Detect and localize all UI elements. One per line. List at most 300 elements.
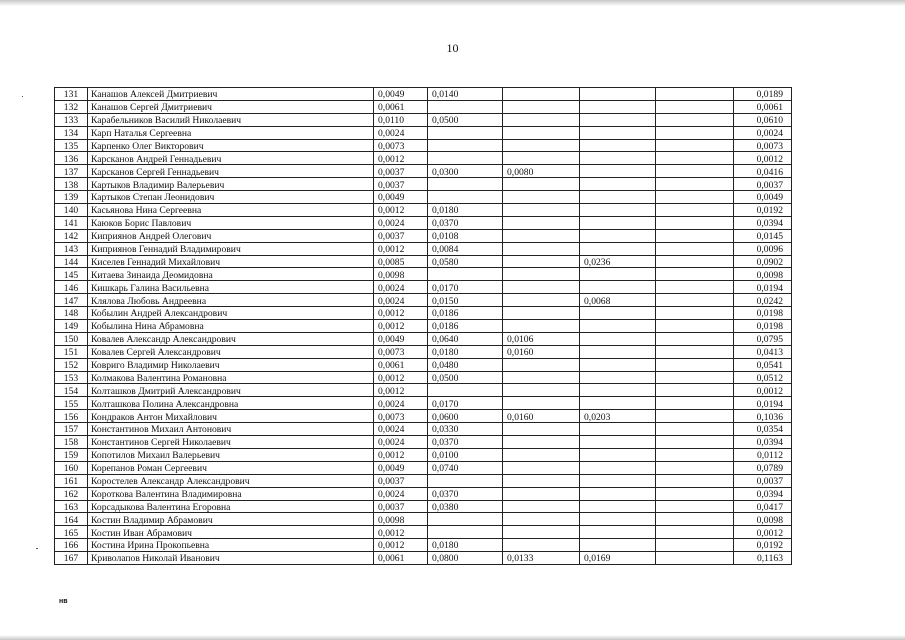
value-col-1-cell: 0,0049 bbox=[374, 332, 428, 345]
value-col-3-cell bbox=[503, 436, 580, 449]
value-col-3-cell bbox=[503, 526, 580, 539]
row-total-cell: 0,0394 bbox=[734, 436, 792, 449]
row-number-cell: 154 bbox=[55, 384, 88, 397]
person-name-cell: Костина Ирина Прокопьевна bbox=[88, 539, 374, 552]
value-col-4-cell bbox=[580, 113, 656, 126]
value-col-1-cell: 0,0073 bbox=[374, 345, 428, 358]
value-col-5-cell bbox=[656, 358, 734, 371]
table-row bbox=[55, 216, 792, 229]
value-col-3-cell bbox=[503, 461, 580, 474]
value-col-3-cell bbox=[503, 204, 580, 217]
value-col-1-cell: 0,0012 bbox=[374, 307, 428, 320]
row-total-cell: 0,0112 bbox=[734, 448, 792, 461]
value-col-2-cell: 0,0170 bbox=[428, 397, 503, 410]
value-col-4-cell bbox=[580, 423, 656, 436]
table-row bbox=[55, 242, 792, 255]
value-col-3-cell bbox=[503, 100, 580, 113]
value-col-4-cell bbox=[580, 307, 656, 320]
table-body bbox=[55, 88, 792, 565]
value-col-4-cell bbox=[580, 539, 656, 552]
person-name-cell: Копотилов Михаил Валерьевич bbox=[88, 448, 374, 461]
value-col-5-cell bbox=[656, 513, 734, 526]
value-col-3-cell: 0,0160 bbox=[503, 410, 580, 423]
table-row bbox=[55, 88, 792, 101]
row-number-cell: 160 bbox=[55, 461, 88, 474]
person-name-cell: Картыков Степан Леонидович bbox=[88, 191, 374, 204]
person-name-cell: Константинов Сергей Николаевич bbox=[88, 436, 374, 449]
value-col-4-cell bbox=[580, 436, 656, 449]
value-col-2-cell: 0,0180 bbox=[428, 204, 503, 217]
value-col-1-cell: 0,0012 bbox=[374, 539, 428, 552]
value-col-4-cell bbox=[580, 100, 656, 113]
value-col-2-cell: 0,0500 bbox=[428, 371, 503, 384]
value-col-1-cell: 0,0012 bbox=[374, 526, 428, 539]
value-col-3-cell bbox=[503, 423, 580, 436]
table-row bbox=[55, 281, 792, 294]
value-col-3-cell: 0,0080 bbox=[503, 165, 580, 178]
value-col-4-cell bbox=[580, 126, 656, 139]
table-row bbox=[55, 436, 792, 449]
row-number-cell: 132 bbox=[55, 100, 88, 113]
value-col-4-cell bbox=[580, 487, 656, 500]
value-col-5-cell bbox=[656, 461, 734, 474]
row-number-cell: 137 bbox=[55, 165, 88, 178]
table-row bbox=[55, 294, 792, 307]
value-col-4-cell bbox=[580, 152, 656, 165]
row-number-cell: 164 bbox=[55, 513, 88, 526]
value-col-1-cell: 0,0061 bbox=[374, 100, 428, 113]
person-name-cell: Китаева Зинаида Деомидовна bbox=[88, 268, 374, 281]
value-col-4-cell bbox=[580, 242, 656, 255]
value-col-3-cell bbox=[503, 229, 580, 242]
table-row bbox=[55, 100, 792, 113]
value-col-3-cell bbox=[503, 513, 580, 526]
value-col-3-cell bbox=[503, 487, 580, 500]
row-number-cell: 158 bbox=[55, 436, 88, 449]
value-col-4-cell bbox=[580, 397, 656, 410]
value-col-3-cell bbox=[503, 371, 580, 384]
value-col-5-cell bbox=[656, 281, 734, 294]
value-col-2-cell: 0,0186 bbox=[428, 307, 503, 320]
row-total-cell: 0,0145 bbox=[734, 229, 792, 242]
value-col-3-cell bbox=[503, 255, 580, 268]
row-total-cell: 0,0192 bbox=[734, 204, 792, 217]
row-total-cell: 0,0902 bbox=[734, 255, 792, 268]
value-col-1-cell: 0,0037 bbox=[374, 178, 428, 191]
value-col-4-cell bbox=[580, 320, 656, 333]
value-col-1-cell: 0,0037 bbox=[374, 229, 428, 242]
row-number-cell: 144 bbox=[55, 255, 88, 268]
value-col-4-cell bbox=[580, 191, 656, 204]
value-col-5-cell bbox=[656, 397, 734, 410]
person-name-cell: Костин Владимир Абрамович bbox=[88, 513, 374, 526]
value-col-5-cell bbox=[656, 229, 734, 242]
value-col-1-cell: 0,0012 bbox=[374, 448, 428, 461]
value-col-4-cell bbox=[580, 204, 656, 217]
row-number-cell: 131 bbox=[55, 88, 88, 101]
value-col-3-cell bbox=[503, 139, 580, 152]
row-total-cell: 0,0037 bbox=[734, 178, 792, 191]
table-row bbox=[55, 332, 792, 345]
value-col-3-cell bbox=[503, 88, 580, 101]
table-row bbox=[55, 307, 792, 320]
value-col-4-cell bbox=[580, 474, 656, 487]
row-total-cell: 0,0194 bbox=[734, 397, 792, 410]
person-name-cell: Ковалев Сергей Александрович bbox=[88, 345, 374, 358]
value-col-5-cell bbox=[656, 216, 734, 229]
person-name-cell: Кишкарь Галина Васильевна bbox=[88, 281, 374, 294]
row-number-cell: 147 bbox=[55, 294, 88, 307]
table-row bbox=[55, 345, 792, 358]
row-total-cell: 0,0012 bbox=[734, 152, 792, 165]
value-col-4-cell bbox=[580, 526, 656, 539]
value-col-4-cell: 0,0169 bbox=[580, 552, 656, 565]
value-col-3-cell bbox=[503, 216, 580, 229]
value-col-5-cell bbox=[656, 204, 734, 217]
value-col-2-cell: 0,0370 bbox=[428, 487, 503, 500]
value-col-3-cell bbox=[503, 448, 580, 461]
scan-edge-top bbox=[0, 0, 905, 6]
table-row bbox=[55, 552, 792, 565]
value-col-5-cell bbox=[656, 178, 734, 191]
value-col-2-cell: 0,0370 bbox=[428, 216, 503, 229]
value-col-1-cell: 0,0073 bbox=[374, 139, 428, 152]
value-col-4-cell bbox=[580, 500, 656, 513]
value-col-3-cell bbox=[503, 500, 580, 513]
table-row bbox=[55, 139, 792, 152]
value-col-4-cell bbox=[580, 268, 656, 281]
value-col-5-cell bbox=[656, 384, 734, 397]
person-name-cell: Карсканов Андрей Геннадьевич bbox=[88, 152, 374, 165]
value-col-3-cell bbox=[503, 191, 580, 204]
person-name-cell: Колташкова Полина Александровна bbox=[88, 397, 374, 410]
person-name-cell: Касьянова Нина Сергеевна bbox=[88, 204, 374, 217]
value-col-4-cell bbox=[580, 448, 656, 461]
row-number-cell: 163 bbox=[55, 500, 88, 513]
row-total-cell: 0,0354 bbox=[734, 423, 792, 436]
value-col-1-cell: 0,0098 bbox=[374, 513, 428, 526]
row-total-cell: 0,0541 bbox=[734, 358, 792, 371]
page-number: 10 bbox=[446, 41, 459, 55]
value-col-1-cell: 0,0024 bbox=[374, 436, 428, 449]
person-name-cell: Канашов Сергей Дмитриевич bbox=[88, 100, 374, 113]
value-col-3-cell bbox=[503, 384, 580, 397]
value-col-1-cell: 0,0012 bbox=[374, 152, 428, 165]
value-col-5-cell bbox=[656, 526, 734, 539]
table-row bbox=[55, 320, 792, 333]
value-col-3-cell bbox=[503, 397, 580, 410]
table-row bbox=[55, 165, 792, 178]
row-number-cell: 162 bbox=[55, 487, 88, 500]
row-number-cell: 152 bbox=[55, 358, 88, 371]
table-row bbox=[55, 191, 792, 204]
value-col-4-cell: 0,0068 bbox=[580, 294, 656, 307]
value-col-3-cell bbox=[503, 294, 580, 307]
value-col-3-cell bbox=[503, 242, 580, 255]
value-col-5-cell bbox=[656, 320, 734, 333]
value-col-3-cell bbox=[503, 126, 580, 139]
value-col-4-cell bbox=[580, 513, 656, 526]
row-total-cell: 0,0198 bbox=[734, 307, 792, 320]
table-row bbox=[55, 526, 792, 539]
value-col-1-cell: 0,0085 bbox=[374, 255, 428, 268]
value-col-2-cell: 0,0380 bbox=[428, 500, 503, 513]
row-total-cell: 0,0795 bbox=[734, 332, 792, 345]
row-number-cell: 167 bbox=[55, 552, 88, 565]
footer-initials: нв bbox=[59, 598, 68, 605]
person-name-cell: Ковриго Владимир Николаевич bbox=[88, 358, 374, 371]
table-row bbox=[55, 178, 792, 191]
row-total-cell: 0,0416 bbox=[734, 165, 792, 178]
person-name-cell: Канашов Алексей Дмитриевич bbox=[88, 88, 374, 101]
row-number-cell: 157 bbox=[55, 423, 88, 436]
value-col-1-cell: 0,0012 bbox=[374, 384, 428, 397]
table-row bbox=[55, 500, 792, 513]
person-name-cell: Кобылина Нина Абрамовна bbox=[88, 320, 374, 333]
value-col-2-cell: 0,0186 bbox=[428, 320, 503, 333]
row-number-cell: 143 bbox=[55, 242, 88, 255]
table-row bbox=[55, 487, 792, 500]
value-col-3-cell: 0,0133 bbox=[503, 552, 580, 565]
row-total-cell: 0,0512 bbox=[734, 371, 792, 384]
value-col-1-cell: 0,0073 bbox=[374, 410, 428, 423]
person-name-cell: Криволапов Николай Иванович bbox=[88, 552, 374, 565]
value-col-4-cell: 0,0203 bbox=[580, 410, 656, 423]
table-row bbox=[55, 397, 792, 410]
value-col-2-cell: 0,0580 bbox=[428, 255, 503, 268]
value-col-2-cell bbox=[428, 100, 503, 113]
row-total-cell: 0,0394 bbox=[734, 487, 792, 500]
value-col-5-cell bbox=[656, 113, 734, 126]
row-total-cell: 0,0242 bbox=[734, 294, 792, 307]
table-row bbox=[55, 255, 792, 268]
person-name-cell: Кобылин Андрей Александрович bbox=[88, 307, 374, 320]
row-total-cell: 0,0194 bbox=[734, 281, 792, 294]
value-col-2-cell bbox=[428, 474, 503, 487]
value-col-5-cell bbox=[656, 152, 734, 165]
value-col-5-cell bbox=[656, 126, 734, 139]
row-total-cell: 0,0789 bbox=[734, 461, 792, 474]
table-row bbox=[55, 384, 792, 397]
value-col-5-cell bbox=[656, 139, 734, 152]
value-col-5-cell bbox=[656, 539, 734, 552]
value-col-1-cell: 0,0012 bbox=[374, 242, 428, 255]
table-row bbox=[55, 204, 792, 217]
value-col-2-cell: 0,0370 bbox=[428, 436, 503, 449]
table-row bbox=[55, 423, 792, 436]
value-col-2-cell: 0,0150 bbox=[428, 294, 503, 307]
person-name-cell: Карпенко Олег Викторович bbox=[88, 139, 374, 152]
value-col-4-cell bbox=[580, 371, 656, 384]
row-total-cell: 0,1036 bbox=[734, 410, 792, 423]
row-number-cell: 151 bbox=[55, 345, 88, 358]
value-col-5-cell bbox=[656, 448, 734, 461]
person-name-cell: Карп Наталья Сергеевна bbox=[88, 126, 374, 139]
value-col-1-cell: 0,0061 bbox=[374, 552, 428, 565]
person-name-cell: Константинов Михаил Антонович bbox=[88, 423, 374, 436]
value-col-2-cell: 0,0480 bbox=[428, 358, 503, 371]
value-col-2-cell: 0,0084 bbox=[428, 242, 503, 255]
value-col-2-cell bbox=[428, 126, 503, 139]
value-col-3-cell: 0,0160 bbox=[503, 345, 580, 358]
value-col-4-cell bbox=[580, 88, 656, 101]
person-name-cell: Картыков Владимир Валерьевич bbox=[88, 178, 374, 191]
row-number-cell: 156 bbox=[55, 410, 88, 423]
value-col-5-cell bbox=[656, 165, 734, 178]
table-row bbox=[55, 513, 792, 526]
value-col-2-cell: 0,0180 bbox=[428, 345, 503, 358]
value-col-4-cell: 0,0236 bbox=[580, 255, 656, 268]
person-name-cell: Костин Иван Абрамович bbox=[88, 526, 374, 539]
value-col-2-cell: 0,0640 bbox=[428, 332, 503, 345]
person-name-cell: Каюков Борис Павлович bbox=[88, 216, 374, 229]
row-total-cell: 0,0198 bbox=[734, 320, 792, 333]
value-col-5-cell bbox=[656, 552, 734, 565]
value-col-5-cell bbox=[656, 487, 734, 500]
row-total-cell: 0,0189 bbox=[734, 88, 792, 101]
value-col-3-cell bbox=[503, 307, 580, 320]
value-col-5-cell bbox=[656, 242, 734, 255]
value-col-5-cell bbox=[656, 191, 734, 204]
row-total-cell: 0,0037 bbox=[734, 474, 792, 487]
value-col-5-cell bbox=[656, 332, 734, 345]
value-col-1-cell: 0,0098 bbox=[374, 268, 428, 281]
person-name-cell: Колмакова Валентина Романовна bbox=[88, 371, 374, 384]
value-col-4-cell bbox=[580, 165, 656, 178]
value-col-1-cell: 0,0110 bbox=[374, 113, 428, 126]
row-number-cell: 153 bbox=[55, 371, 88, 384]
row-total-cell: 0,0610 bbox=[734, 113, 792, 126]
row-number-cell: 141 bbox=[55, 216, 88, 229]
value-col-5-cell bbox=[656, 371, 734, 384]
value-col-2-cell: 0,0140 bbox=[428, 88, 503, 101]
value-col-2-cell: 0,0800 bbox=[428, 552, 503, 565]
row-number-cell: 134 bbox=[55, 126, 88, 139]
value-col-2-cell: 0,0108 bbox=[428, 229, 503, 242]
value-col-2-cell bbox=[428, 191, 503, 204]
row-total-cell: 0,0073 bbox=[734, 139, 792, 152]
row-number-cell: 135 bbox=[55, 139, 88, 152]
value-col-2-cell: 0,0170 bbox=[428, 281, 503, 294]
value-col-1-cell: 0,0049 bbox=[374, 191, 428, 204]
value-col-1-cell: 0,0024 bbox=[374, 397, 428, 410]
scan-speck bbox=[22, 96, 23, 97]
value-col-1-cell: 0,0024 bbox=[374, 281, 428, 294]
row-number-cell: 133 bbox=[55, 113, 88, 126]
row-total-cell: 0,0394 bbox=[734, 216, 792, 229]
value-col-2-cell: 0,0500 bbox=[428, 113, 503, 126]
value-col-1-cell: 0,0037 bbox=[374, 500, 428, 513]
row-total-cell: 0,0098 bbox=[734, 268, 792, 281]
person-name-cell: Карабельников Василий Николаевич bbox=[88, 113, 374, 126]
scan-edge-bottom bbox=[0, 635, 905, 640]
row-number-cell: 140 bbox=[55, 204, 88, 217]
person-name-cell: Корепанов Роман Сергеевич bbox=[88, 461, 374, 474]
value-col-5-cell bbox=[656, 500, 734, 513]
value-col-4-cell bbox=[580, 384, 656, 397]
person-name-cell: Киприянов Геннадий Владимирович bbox=[88, 242, 374, 255]
row-number-cell: 159 bbox=[55, 448, 88, 461]
row-number-cell: 166 bbox=[55, 539, 88, 552]
scan-speck bbox=[36, 548, 38, 549]
row-total-cell: 0,0012 bbox=[734, 384, 792, 397]
value-col-2-cell bbox=[428, 384, 503, 397]
value-col-2-cell bbox=[428, 139, 503, 152]
person-name-cell: Колташков Дмитрий Александрович bbox=[88, 384, 374, 397]
row-total-cell: 0,1163 bbox=[734, 552, 792, 565]
value-col-3-cell: 0,0106 bbox=[503, 332, 580, 345]
value-col-2-cell: 0,0600 bbox=[428, 410, 503, 423]
person-name-cell: Клялова Любовь Андреевна bbox=[88, 294, 374, 307]
value-col-5-cell bbox=[656, 100, 734, 113]
value-col-5-cell bbox=[656, 474, 734, 487]
row-total-cell: 0,0096 bbox=[734, 242, 792, 255]
table-row bbox=[55, 410, 792, 423]
value-col-4-cell bbox=[580, 345, 656, 358]
person-name-cell: Ковалев Александр Александрович bbox=[88, 332, 374, 345]
row-total-cell: 0,0049 bbox=[734, 191, 792, 204]
table-row bbox=[55, 448, 792, 461]
value-col-5-cell bbox=[656, 255, 734, 268]
value-col-1-cell: 0,0024 bbox=[374, 216, 428, 229]
table-row bbox=[55, 371, 792, 384]
row-total-cell: 0,0012 bbox=[734, 526, 792, 539]
row-number-cell: 155 bbox=[55, 397, 88, 410]
row-total-cell: 0,0192 bbox=[734, 539, 792, 552]
value-col-4-cell bbox=[580, 229, 656, 242]
value-col-5-cell bbox=[656, 436, 734, 449]
row-number-cell: 161 bbox=[55, 474, 88, 487]
value-col-2-cell: 0,0300 bbox=[428, 165, 503, 178]
value-col-1-cell: 0,0012 bbox=[374, 204, 428, 217]
value-col-3-cell bbox=[503, 152, 580, 165]
value-col-3-cell bbox=[503, 358, 580, 371]
value-col-1-cell: 0,0037 bbox=[374, 474, 428, 487]
value-col-3-cell bbox=[503, 320, 580, 333]
value-col-5-cell bbox=[656, 307, 734, 320]
value-col-3-cell bbox=[503, 474, 580, 487]
value-col-3-cell bbox=[503, 178, 580, 191]
value-col-2-cell bbox=[428, 268, 503, 281]
table-row bbox=[55, 358, 792, 371]
value-col-2-cell bbox=[428, 526, 503, 539]
value-col-1-cell: 0,0049 bbox=[374, 88, 428, 101]
table-row bbox=[55, 539, 792, 552]
row-number-cell: 150 bbox=[55, 332, 88, 345]
value-col-1-cell: 0,0012 bbox=[374, 320, 428, 333]
row-number-cell: 138 bbox=[55, 178, 88, 191]
shareholder-table bbox=[54, 87, 792, 565]
row-number-cell: 139 bbox=[55, 191, 88, 204]
value-col-5-cell bbox=[656, 410, 734, 423]
value-col-2-cell: 0,0180 bbox=[428, 539, 503, 552]
table-row bbox=[55, 229, 792, 242]
value-col-5-cell bbox=[656, 345, 734, 358]
table-row bbox=[55, 152, 792, 165]
row-number-cell: 146 bbox=[55, 281, 88, 294]
value-col-4-cell bbox=[580, 216, 656, 229]
value-col-2-cell bbox=[428, 152, 503, 165]
person-name-cell: Короткова Валентина Владимировна bbox=[88, 487, 374, 500]
table-row bbox=[55, 461, 792, 474]
row-total-cell: 0,0024 bbox=[734, 126, 792, 139]
row-number-cell: 136 bbox=[55, 152, 88, 165]
value-col-2-cell bbox=[428, 178, 503, 191]
value-col-4-cell bbox=[580, 332, 656, 345]
value-col-4-cell bbox=[580, 461, 656, 474]
value-col-3-cell bbox=[503, 539, 580, 552]
value-col-2-cell bbox=[428, 513, 503, 526]
